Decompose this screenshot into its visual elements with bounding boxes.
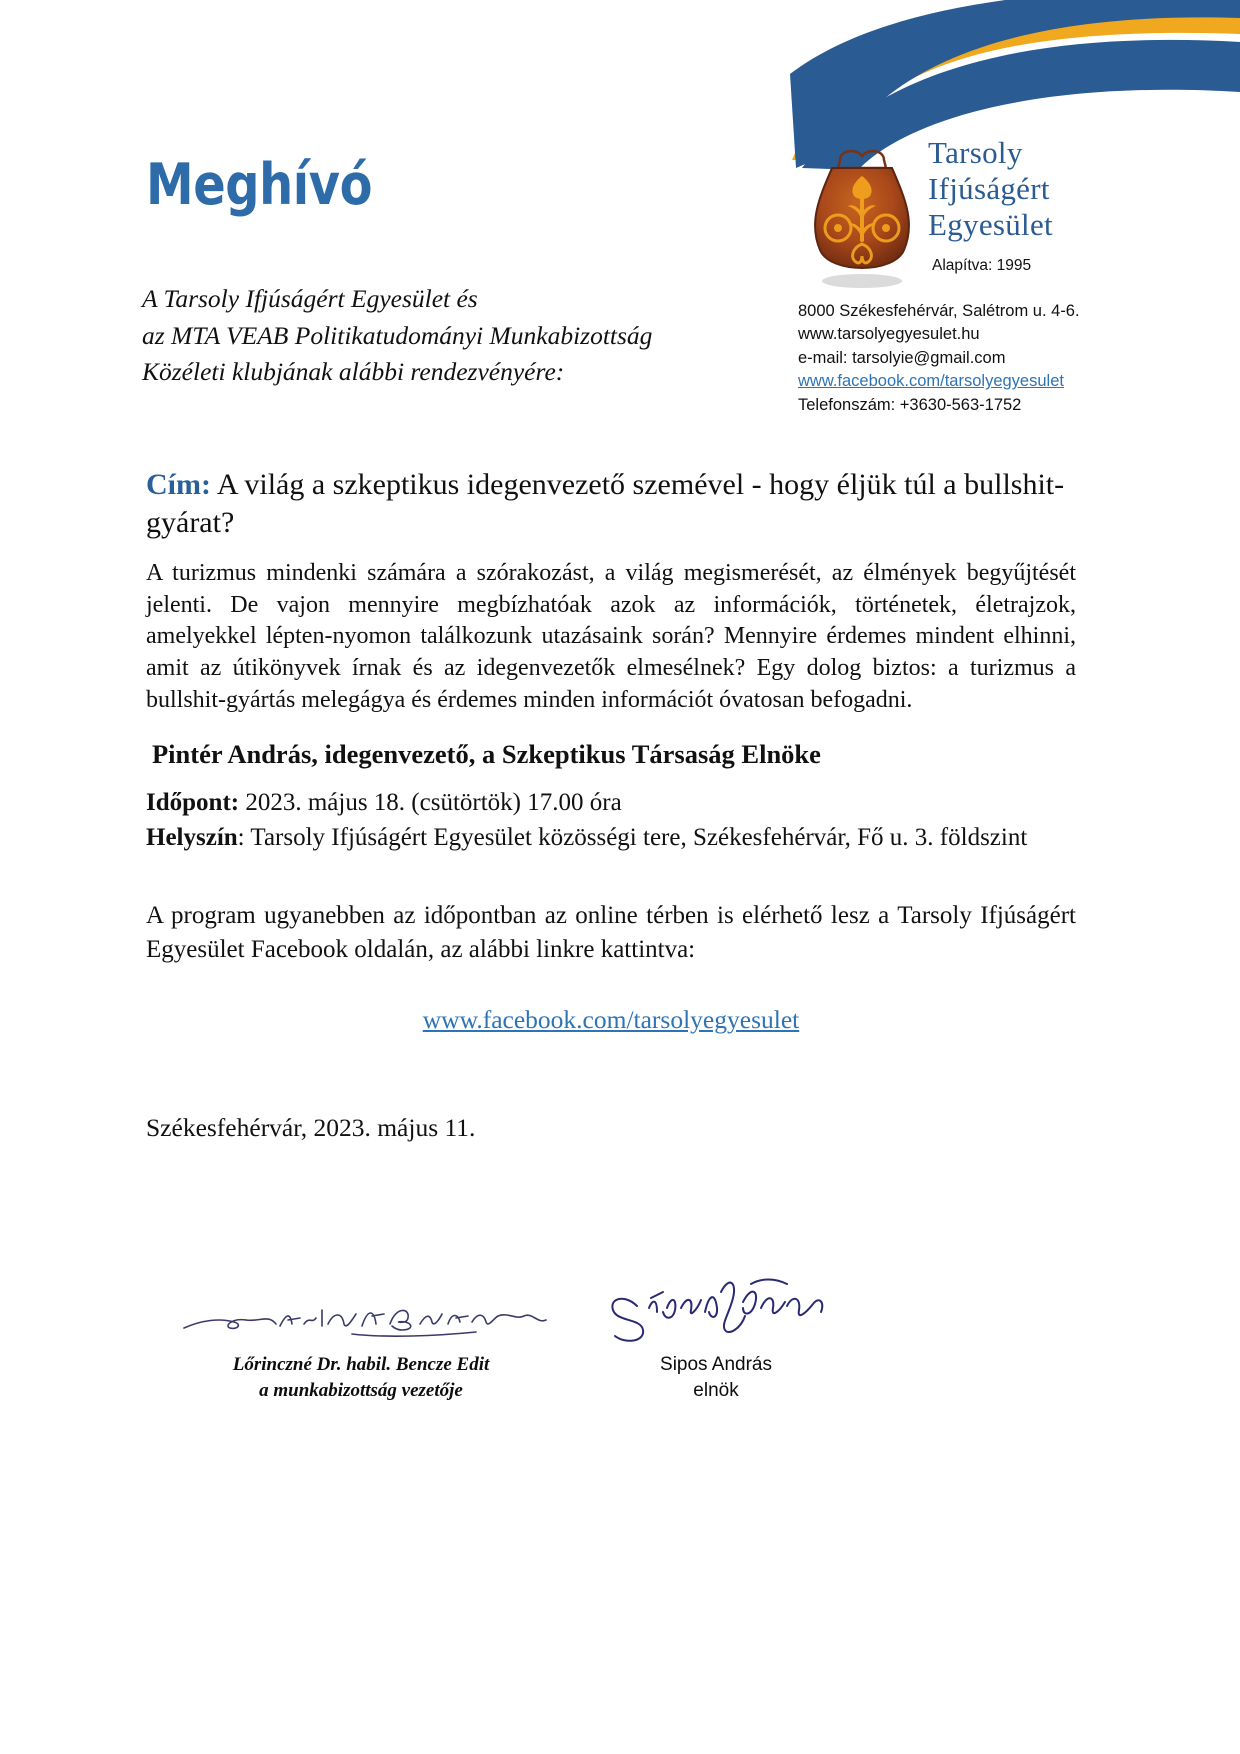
- contact-block: [798, 300, 1238, 417]
- place-and-date: Székesfehérvár, 2023. május 11.: [146, 1112, 476, 1142]
- org-name-line-1: Tarsoly: [928, 135, 1023, 170]
- event-venue-value: : Tarsoly Ifjúságért Egyesület közösségi tere, Székesfehérvár, Fő u. 3. földszint: [237, 824, 1028, 852]
- intro-line-1: A Tarsoly Ifjúságért Egyesület és: [142, 284, 478, 313]
- signature-right: [586, 1352, 846, 1403]
- contact-email[interactable]: e-mail: tarsolyie@gmail.com: [798, 348, 1006, 367]
- organization-name: [928, 135, 1053, 243]
- event-time-label: Időpont:: [146, 789, 240, 817]
- event-facebook-link-wrapper: [146, 1005, 1076, 1035]
- event-venue: [146, 821, 1076, 854]
- signature-right-role: elnök: [693, 1379, 739, 1401]
- event-time-value: 2023. május 18. (csütörtök) 17.00 óra: [245, 789, 622, 817]
- event-description: A turizmus mindenki számára a szórakozást, a világ megismerését, az élmények begyűjtését jelenti. De vajon mennyire megbízhatóak azok az információk, történetek, életrajzok, amelyekkel lépten-nyomon találkozunk utazásaink során? Mennyire érdemes mindent elhinni, amit az útikönyvek írnak és az idegenvezetők elmesélnek? Egy dolog biztos: a turizmus a bullshit-gyártás melegágya és érdemes minden információt óvatosan befogadni.: [146, 559, 1076, 714]
- signature-left-name: Lőrinczné Dr. habil. Bencze Edit: [232, 1354, 490, 1375]
- main-content: [146, 466, 1076, 1168]
- intro-line-3: Közéleti klubjának alábbi rendezvényére:: [142, 357, 565, 387]
- contact-phone: Telefonszám: +3630-563-1752: [798, 395, 1022, 414]
- tarsoly-bag-icon: [802, 148, 922, 288]
- handwritten-signature-icon: [601, 1272, 831, 1358]
- contact-website[interactable]: www.tarsolyegyesulet.hu: [798, 325, 980, 344]
- page-title: Meghívó: [146, 152, 373, 218]
- event-time: [146, 786, 1076, 819]
- handwritten-signature-icon: [176, 1290, 556, 1350]
- contact-address: 8000 Székesfehérvár, Salétrom u. 4-6.: [798, 302, 1080, 320]
- contact-facebook-link[interactable]: www.facebook.com/tarsolyegyesulet: [798, 372, 1064, 391]
- online-participation-note: A program ugyanebben az időpontban az online térben is elérhető lesz a Tarsoly Ifjúságért Egyesület Facebook oldalán, az alábbi linkre kattintva:: [146, 901, 1076, 963]
- organization-logo: [780, 0, 1240, 300]
- signature-left: [176, 1352, 546, 1403]
- event-title-line: [146, 466, 1076, 542]
- event-title-label: Cím:: [146, 468, 211, 501]
- org-name-line-2: Ifjúságért: [928, 170, 1050, 206]
- event-speaker: Pintér András, idegenvezető, a Szkeptikus Társaság Elnöke: [152, 739, 821, 770]
- founded-year: Alapítva: 1995: [932, 257, 1032, 274]
- signature-left-role: a munkabizottság vezetője: [259, 1379, 463, 1401]
- signature-block: [146, 1290, 866, 1450]
- intro-line-2: az MTA VEAB Politikatudományi Munkabizottság: [142, 320, 653, 350]
- event-facebook-link[interactable]: www.facebook.com/tarsolyegyesulet: [422, 1004, 800, 1034]
- event-title-text: A világ a szkeptikus idegenvezető szemével - hogy éljük túl a bullshit-gyárat?: [146, 468, 1065, 539]
- signature-right-name: Sipos András: [660, 1354, 772, 1375]
- org-name-line-3: Egyesület: [928, 206, 1053, 242]
- event-venue-label: Helyszín: [146, 824, 238, 852]
- invitation-intro: [142, 281, 652, 391]
